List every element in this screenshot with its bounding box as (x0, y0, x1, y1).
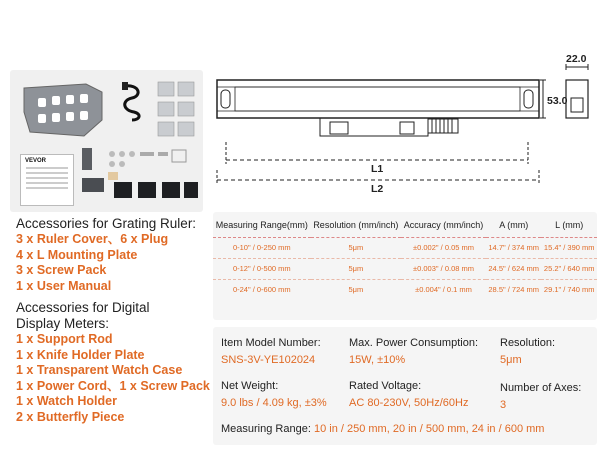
list-item: 3 x Ruler Cover、6 x Plug (16, 232, 169, 246)
table-cell: ±0.002" / 0.05 mm (401, 238, 486, 259)
user-manual-image (20, 154, 74, 206)
table-cell: 29.1" / 740 mm (543, 285, 595, 294)
table-cell: 5μm (311, 259, 401, 280)
list-item: 1 x Power Cord、1 x Screw Pack (16, 378, 210, 393)
range-label: Measuring Range: (221, 423, 311, 435)
table-row (213, 259, 597, 280)
table-cell: 14.7" / 374 mm (486, 238, 542, 259)
list-item: 1 x Support Rod (16, 332, 113, 346)
power-value: 15W, ±10% (349, 354, 406, 366)
table-cell: 0-12" / 0-500 mm (213, 259, 311, 280)
model-label: Item Model Number: (221, 337, 321, 349)
list-item: 1 x Transparent Watch Case (16, 363, 183, 377)
list-item: 1 x User Manual (16, 278, 112, 293)
table-header-row (213, 212, 597, 238)
l-mounting-plate-image (156, 80, 198, 140)
axes-label: Number of Axes: (500, 382, 582, 394)
rated-voltage (349, 380, 468, 410)
range-value: 10 in / 250 mm, 20 in / 500 mm, 24 in / 600 mm (313, 423, 545, 435)
grating-accessories-heading: Accessories for Grating Ruler: (16, 216, 197, 231)
number-of-axes (500, 382, 581, 412)
table-cell: 0-24" / 0-600 mm (232, 285, 291, 294)
net-weight (221, 380, 327, 410)
l1-dimension-label: L1 (371, 163, 384, 175)
column-header: Resolution (mm/inch) (311, 212, 401, 238)
axes-value: 3 (500, 399, 507, 411)
list-item: 1 x Knife Holder Plate (16, 347, 145, 362)
column-header: L (mm) (541, 212, 597, 238)
width-dimension-label: 22.0 (566, 53, 587, 65)
accessories-image (10, 70, 203, 212)
column-header: Accuracy (mm/inch) (401, 212, 486, 238)
knife-holder-plate-image (22, 82, 104, 138)
small-parts-image (78, 144, 200, 208)
table-cell: 28.5" / 724 mm (488, 285, 539, 294)
display-accessories-heading: Accessories for Digital (16, 300, 150, 315)
voltage-label: Rated Voltage: (349, 380, 422, 392)
table-row (213, 238, 597, 259)
table-cell: 25.2" / 640 mm (541, 259, 597, 280)
table-cell: 24.5" / 624 mm (486, 259, 542, 280)
height-dimension-label: 53.0 (547, 95, 568, 107)
manual-brand: VEVOR (25, 158, 47, 164)
weight-value: 9.0 lbs / 4.09 kg, ±3% (221, 397, 327, 409)
table-row (213, 280, 597, 301)
resolution-value: 5μm (500, 354, 522, 366)
table-cell: 5μm (348, 285, 364, 294)
list-item: 1 x Watch Holder (16, 394, 117, 408)
accessories-list (16, 216, 216, 425)
column-header: A (mm) (486, 212, 542, 238)
table-cell: 5μm (311, 238, 401, 259)
table-cell: ±0.004" / 0.1 mm (415, 285, 472, 294)
measuring-range (221, 423, 544, 436)
product-info-box (213, 327, 597, 445)
column-header: Measuring Range(mm) (213, 212, 311, 238)
resolution (500, 337, 555, 367)
list-item: 4 x L Mounting Plate (16, 247, 138, 262)
model-number (221, 337, 321, 367)
ruler-dimension-drawing (210, 52, 595, 202)
power-consumption (349, 337, 478, 367)
power-label: Max. Power Consumption: (349, 337, 478, 349)
table-cell: 15.4" / 390 mm (541, 238, 597, 259)
l2-dimension-label: L2 (371, 183, 384, 195)
weight-label: Net Weight: (221, 380, 279, 392)
table-cell: ±0.003" / 0.08 mm (401, 259, 486, 280)
list-item: 3 x Screw Pack (16, 263, 107, 277)
table-cell: 0-10" / 0-250 mm (213, 238, 311, 259)
list-item: 2 x Butterfly Piece (16, 409, 125, 424)
spec-table (213, 212, 597, 320)
voltage-value: AC 80-230V, 50Hz/60Hz (349, 397, 469, 409)
power-cord-image (118, 82, 146, 122)
model-value: SNS-3V-YE102024 (221, 354, 316, 366)
resolution-label: Resolution: (500, 337, 556, 349)
display-accessories-heading-cont: Display Meters: (16, 316, 110, 331)
